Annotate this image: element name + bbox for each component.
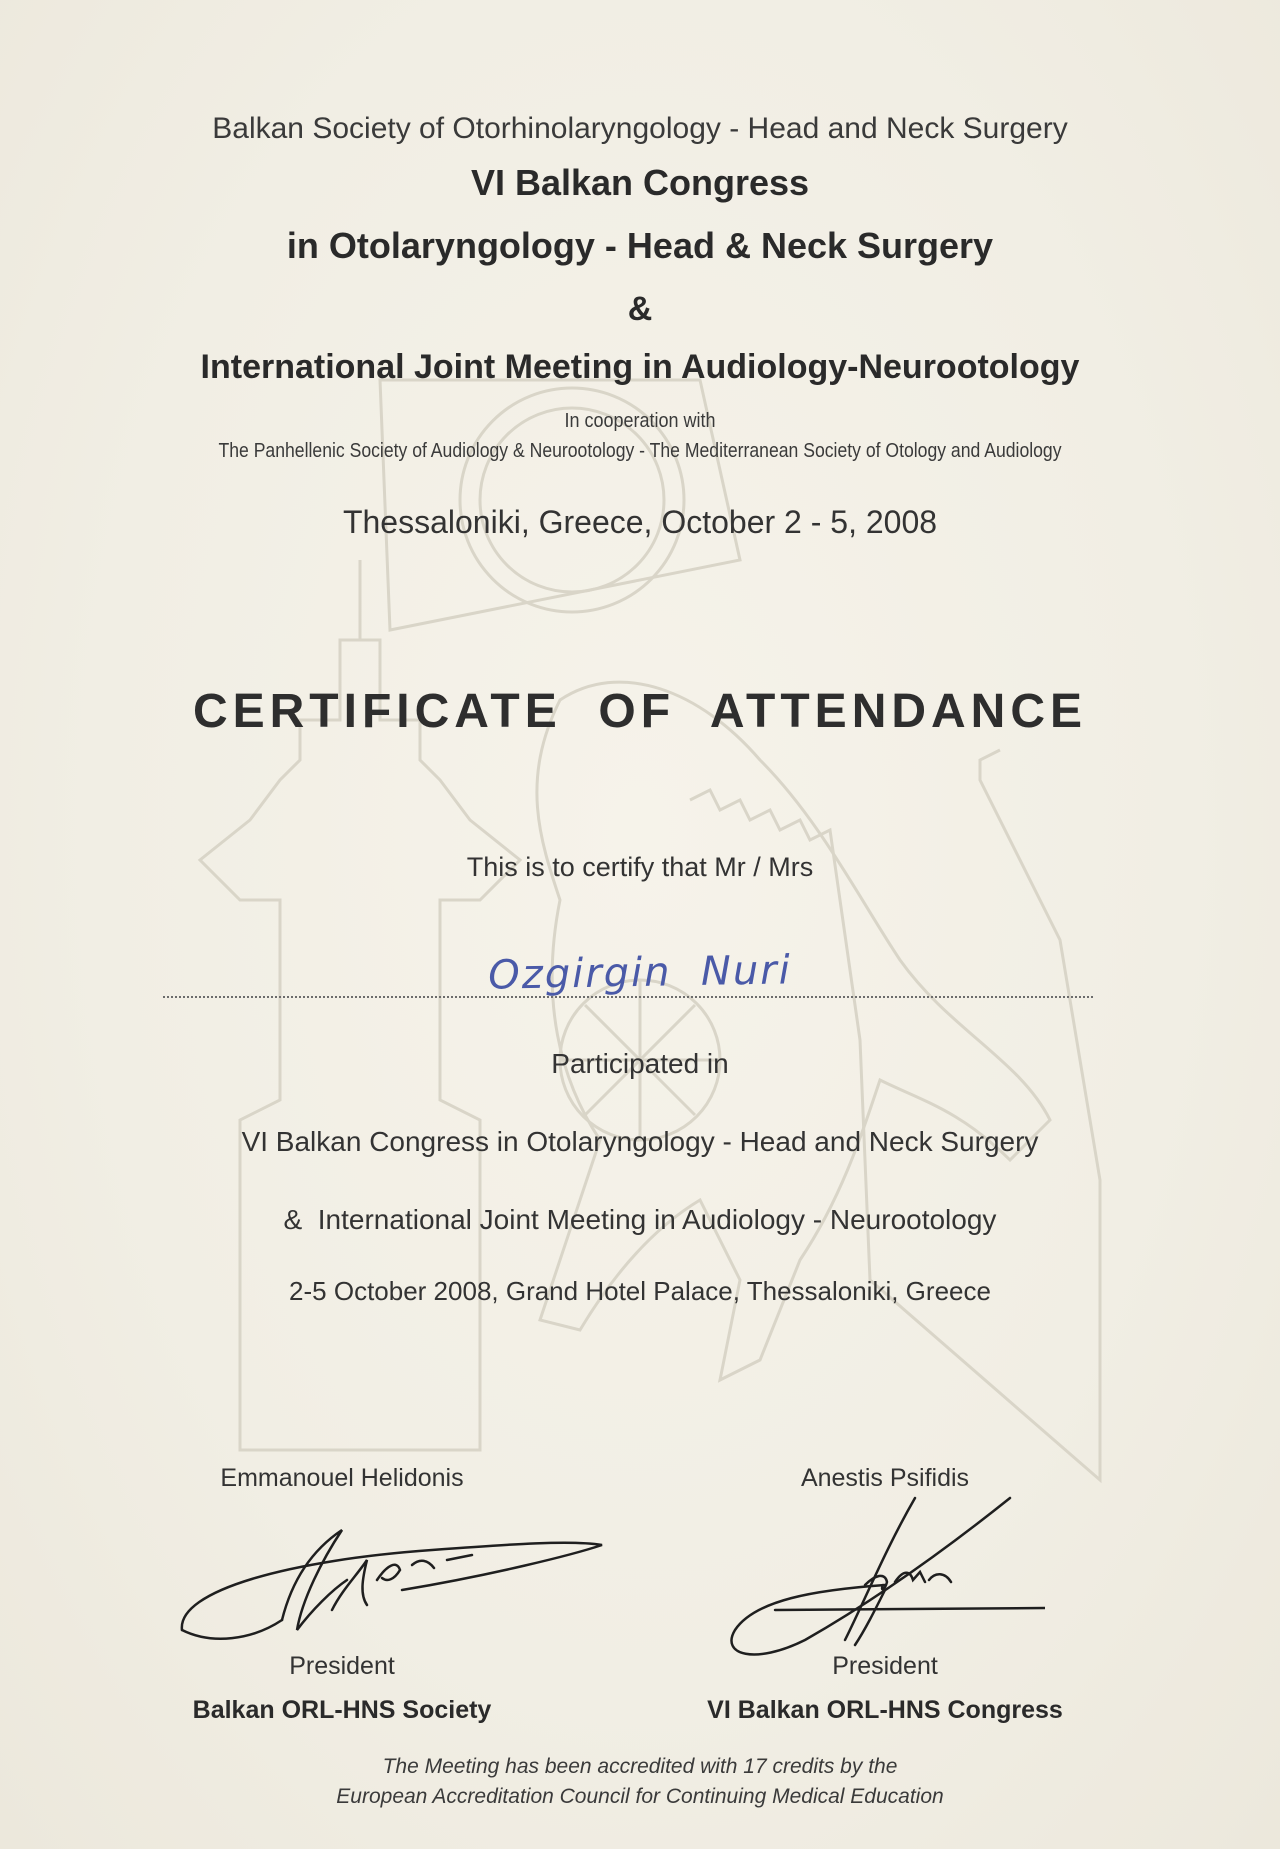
certificate-title: CERTIFICATE OF ATTENDANCE xyxy=(192,685,1088,738)
signatory-organization: Balkan ORL-HNS Society xyxy=(192,1696,492,1724)
event-line-2: & International Joint Meeting in Audiology - Neurootology xyxy=(283,1204,997,1235)
joint-meeting-title: International Joint Meeting in Audiology-Neurootology xyxy=(200,348,1080,386)
accreditation-line-1: The Meeting has been accredited with 17 credits by the xyxy=(382,1755,898,1778)
watermark-tower xyxy=(200,640,520,1450)
title-ampersand: & xyxy=(627,290,653,328)
cooperation-intro: In cooperation with xyxy=(564,410,716,432)
certify-text: This is to certify that Mr / Mrs xyxy=(466,852,814,882)
participated-text: Participated in xyxy=(551,1048,729,1079)
signatory-role: President xyxy=(832,1652,938,1680)
congress-title-line2: in Otolaryngology - Head & Neck Surgery xyxy=(286,225,994,266)
society-name: Balkan Society of Otorhinolaryngology - Head and Neck Surgery xyxy=(212,112,1068,145)
accreditation-line-2: European Accreditation Council for Continuing Medical Education xyxy=(336,1785,944,1808)
event-line-1: VI Balkan Congress in Otolaryngology - Head and Neck Surgery xyxy=(241,1126,1039,1157)
signature-left xyxy=(172,1520,612,1650)
congress-title-line1: VI Balkan Congress xyxy=(470,162,810,203)
venue-date: Thessaloniki, Greece, October 2 - 5, 2008 xyxy=(342,504,938,540)
signatory-role: President xyxy=(289,1652,395,1680)
event-line-3: 2-5 October 2008, Grand Hotel Palace, Thessaloniki, Greece xyxy=(289,1276,991,1306)
signatory-name: Anestis Psifidis xyxy=(800,1464,970,1492)
participant-name: Ozgirgin Nuri xyxy=(487,947,793,999)
signatory-name: Emmanouel Helidonis xyxy=(220,1464,464,1492)
signature-right xyxy=(715,1490,1045,1670)
cooperation-societies: The Panhellenic Society of Audiology & Neurootology - The Mediterranean Society of Otology and Audiology xyxy=(218,440,1062,462)
name-dotted-line xyxy=(163,996,1093,998)
signatory-organization: VI Balkan ORL-HNS Congress xyxy=(707,1696,1063,1724)
